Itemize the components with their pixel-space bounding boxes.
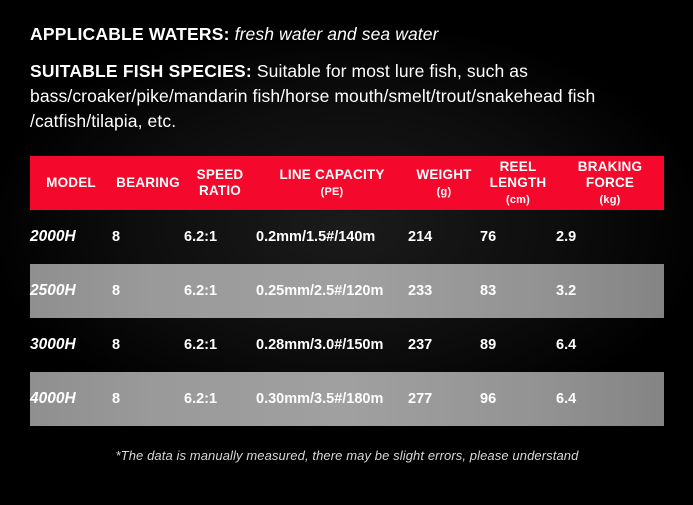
- column-header-bearing-label: BEARING: [116, 175, 180, 190]
- column-header-speed-ratio-label: SPEED RATIO: [196, 167, 244, 198]
- table-row: [30, 210, 664, 264]
- cell-bearing: 8: [112, 283, 121, 299]
- applicable-waters-label: APPLICABLE WATERS:: [30, 24, 230, 44]
- suitable-fish-species-value: Suitable for most lure fish, such as bass/croaker/pike/mandarin fish/horse mouth/smelt/trout/snakehead fish /catfish/tilapia, etc.: [30, 61, 596, 131]
- column-header-line-capacity-label: LINE CAPACITY: [279, 166, 385, 182]
- column-header-reel-length-label: REEL LENGTH: [489, 158, 547, 190]
- cell-braking-force: 6.4: [556, 337, 577, 353]
- table-row: [30, 372, 664, 426]
- cell-weight: 233: [408, 283, 433, 299]
- suitable-fish-species-label: SUITABLE FISH SPECIES:: [30, 61, 252, 81]
- column-header-weight-unit: (g): [436, 185, 452, 198]
- cell-speed-ratio: 6.2:1: [184, 229, 218, 245]
- cell-speed-ratio: 6.2:1: [184, 391, 218, 407]
- cell-reel-length: 76: [480, 229, 497, 245]
- column-header-weight-label: WEIGHT: [416, 166, 472, 182]
- cell-line-capacity: 0.30mm/3.5#/180m: [256, 391, 384, 407]
- cell-weight: 214: [408, 229, 433, 245]
- cell-braking-force: 6.4: [556, 391, 577, 407]
- cell-reel-length: 96: [480, 391, 497, 407]
- column-header-reel-length: [480, 156, 556, 210]
- cell-braking-force: 3.2: [556, 283, 577, 299]
- column-header-model: [30, 156, 112, 210]
- column-header-line-capacity: [256, 156, 408, 210]
- column-header-line-capacity-unit: (PE): [320, 185, 344, 198]
- column-header-weight: [408, 156, 480, 210]
- column-header-speed-ratio: [184, 156, 256, 210]
- table-header-row: [30, 156, 664, 210]
- cell-reel-length: 83: [480, 283, 497, 299]
- table-row: [30, 264, 664, 318]
- cell-bearing: 8: [112, 229, 121, 245]
- content-area: [30, 22, 664, 463]
- cell-line-capacity: 0.2mm/1.5#/140m: [256, 229, 376, 245]
- cell-braking-force: 2.9: [556, 229, 577, 245]
- cell-line-capacity: 0.25mm/2.5#/120m: [256, 283, 384, 299]
- column-header-braking-force-label: BRAKING FORCE: [577, 158, 643, 190]
- cell-speed-ratio: 6.2:1: [184, 283, 218, 299]
- applicable-waters-value: fresh water and sea water: [234, 24, 439, 44]
- column-header-model-label: MODEL: [46, 175, 96, 190]
- column-header-braking-force: [556, 156, 664, 210]
- cell-reel-length: 89: [480, 337, 497, 353]
- cell-model: 3000H: [30, 336, 76, 353]
- cell-model: 2000H: [30, 228, 76, 245]
- table-row: [30, 318, 664, 372]
- table-header: [30, 156, 664, 210]
- applicable-waters-line: [30, 22, 664, 47]
- cell-model: 2500H: [30, 282, 76, 299]
- footnote: *The data is manually measured, there may be slight errors, please understand: [115, 448, 579, 463]
- table-body: [30, 210, 664, 426]
- column-header-braking-force-unit: (kg): [599, 193, 621, 206]
- suitable-fish-species-line: [30, 59, 664, 134]
- cell-bearing: 8: [112, 337, 121, 353]
- cell-model: 4000H: [30, 390, 76, 407]
- cell-weight: 237: [408, 337, 433, 353]
- column-header-reel-length-unit: (cm): [505, 193, 531, 206]
- cell-weight: 277: [408, 391, 433, 407]
- cell-speed-ratio: 6.2:1: [184, 337, 218, 353]
- specification-table: [30, 156, 664, 426]
- cell-line-capacity: 0.28mm/3.0#/150m: [256, 337, 384, 353]
- cell-bearing: 8: [112, 391, 121, 407]
- column-header-bearing: [112, 156, 184, 210]
